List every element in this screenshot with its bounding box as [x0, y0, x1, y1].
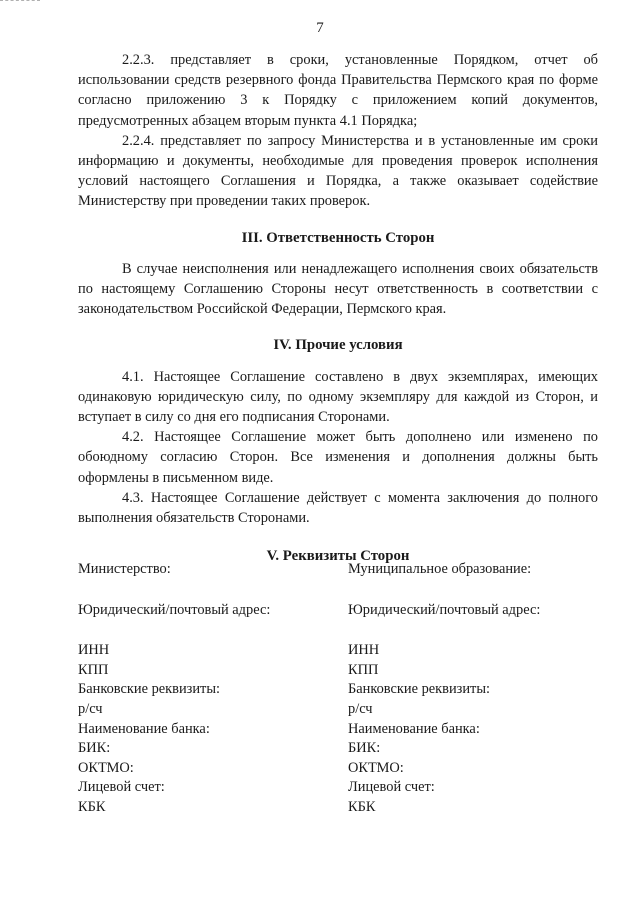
- municipality-kbk-label: КБК: [348, 798, 376, 815]
- clause-4-2: 4.2. Настоящее Соглашение может быть дополнено или изменено по обоюдному согласию Сторон. Все изменения и дополнения должны быть оформлены в письменном виде.: [78, 429, 598, 486]
- municipality-party-label: Муниципальное образование:: [348, 561, 532, 577]
- section-3-heading: III. Ответственность Сторон: [241, 229, 435, 246]
- ministry-bik-label: БИК:: [78, 740, 111, 757]
- municipality-oktmo-label: ОКТМО:: [348, 759, 404, 776]
- clause-4-3: 4.3. Настоящее Соглашение действует с момента заключения до полного выполнения обязательств Сторонами.: [78, 489, 598, 527]
- municipality-inn-label: ИНН: [348, 642, 380, 659]
- ministry-oktmo-label: ОКТМО:: [78, 759, 134, 776]
- municipality-personal-account-label: Лицевой счет:: [348, 779, 435, 796]
- ministry-kpp-label: КПП: [78, 661, 109, 678]
- ministry-bank-details-label: Банковские реквизиты:: [78, 681, 220, 698]
- document-body: [78, 50, 598, 566]
- section-5-heading: V. Реквизиты Сторон: [266, 548, 410, 565]
- municipality-account-label: р/сч: [348, 700, 373, 717]
- section-3-text: В случае неисполнения или ненадлежащего исполнения своих обязательств по настоящему Соглашению Стороны несут ответственность в соответствии с законодательством Российской Федерации, Пермского края.: [78, 260, 598, 318]
- page-number: 7: [316, 20, 324, 36]
- clause-2-2-4: 2.2.4. представляет по запросу Министерства и в установленные им сроки информацию и документы, необходимые для проведения проверок исполнения условий настоящего Соглашения и Порядка, а также оказывает содействие Министерству при проведении таких проверок.: [78, 132, 598, 210]
- section-4-heading: IV. Прочие условия: [273, 337, 403, 354]
- municipality-bik-label: БИК:: [348, 740, 381, 757]
- ministry-personal-account-label: Лицевой счет:: [78, 779, 165, 796]
- requisites-municipality: [348, 560, 608, 818]
- ministry-party-label: Министерство:: [78, 561, 171, 577]
- municipality-address-label: Юридический/почтовый адрес:: [348, 601, 541, 618]
- ministry-address-label: Юридический/почтовый адрес:: [78, 601, 271, 618]
- clause-4-1: 4.1. Настоящее Соглашение составлено в двух экземплярах, имеющих одинаковую юридическую силу, по одному экземпляру для каждой из Сторон, и вступает в силу со дня его подписания Сторонами.: [78, 368, 598, 426]
- ministry-kbk-label: КБК: [78, 798, 106, 815]
- ministry-inn-label: ИНН: [78, 642, 110, 659]
- municipality-bank-name-label: Наименование банка:: [348, 720, 480, 737]
- ministry-bank-name-label: Наименование банка:: [78, 720, 210, 737]
- ministry-account-label: р/сч: [78, 700, 103, 717]
- scan-edge-mark: [0, 0, 40, 2]
- municipality-kpp-label: КПП: [348, 661, 379, 678]
- requisites-ministry: [78, 560, 328, 818]
- municipality-bank-details-label: Банковские реквизиты:: [348, 681, 490, 698]
- clause-2-2-3: 2.2.3. представляет в сроки, установленные Порядком, отчет об использовании средств резервного фонда Правительства Пермского края по форме согласно приложению 3 к Порядку с приложением копий документов, предусмотренных абзацем вторым пункта 4.1 Порядка;: [78, 52, 598, 129]
